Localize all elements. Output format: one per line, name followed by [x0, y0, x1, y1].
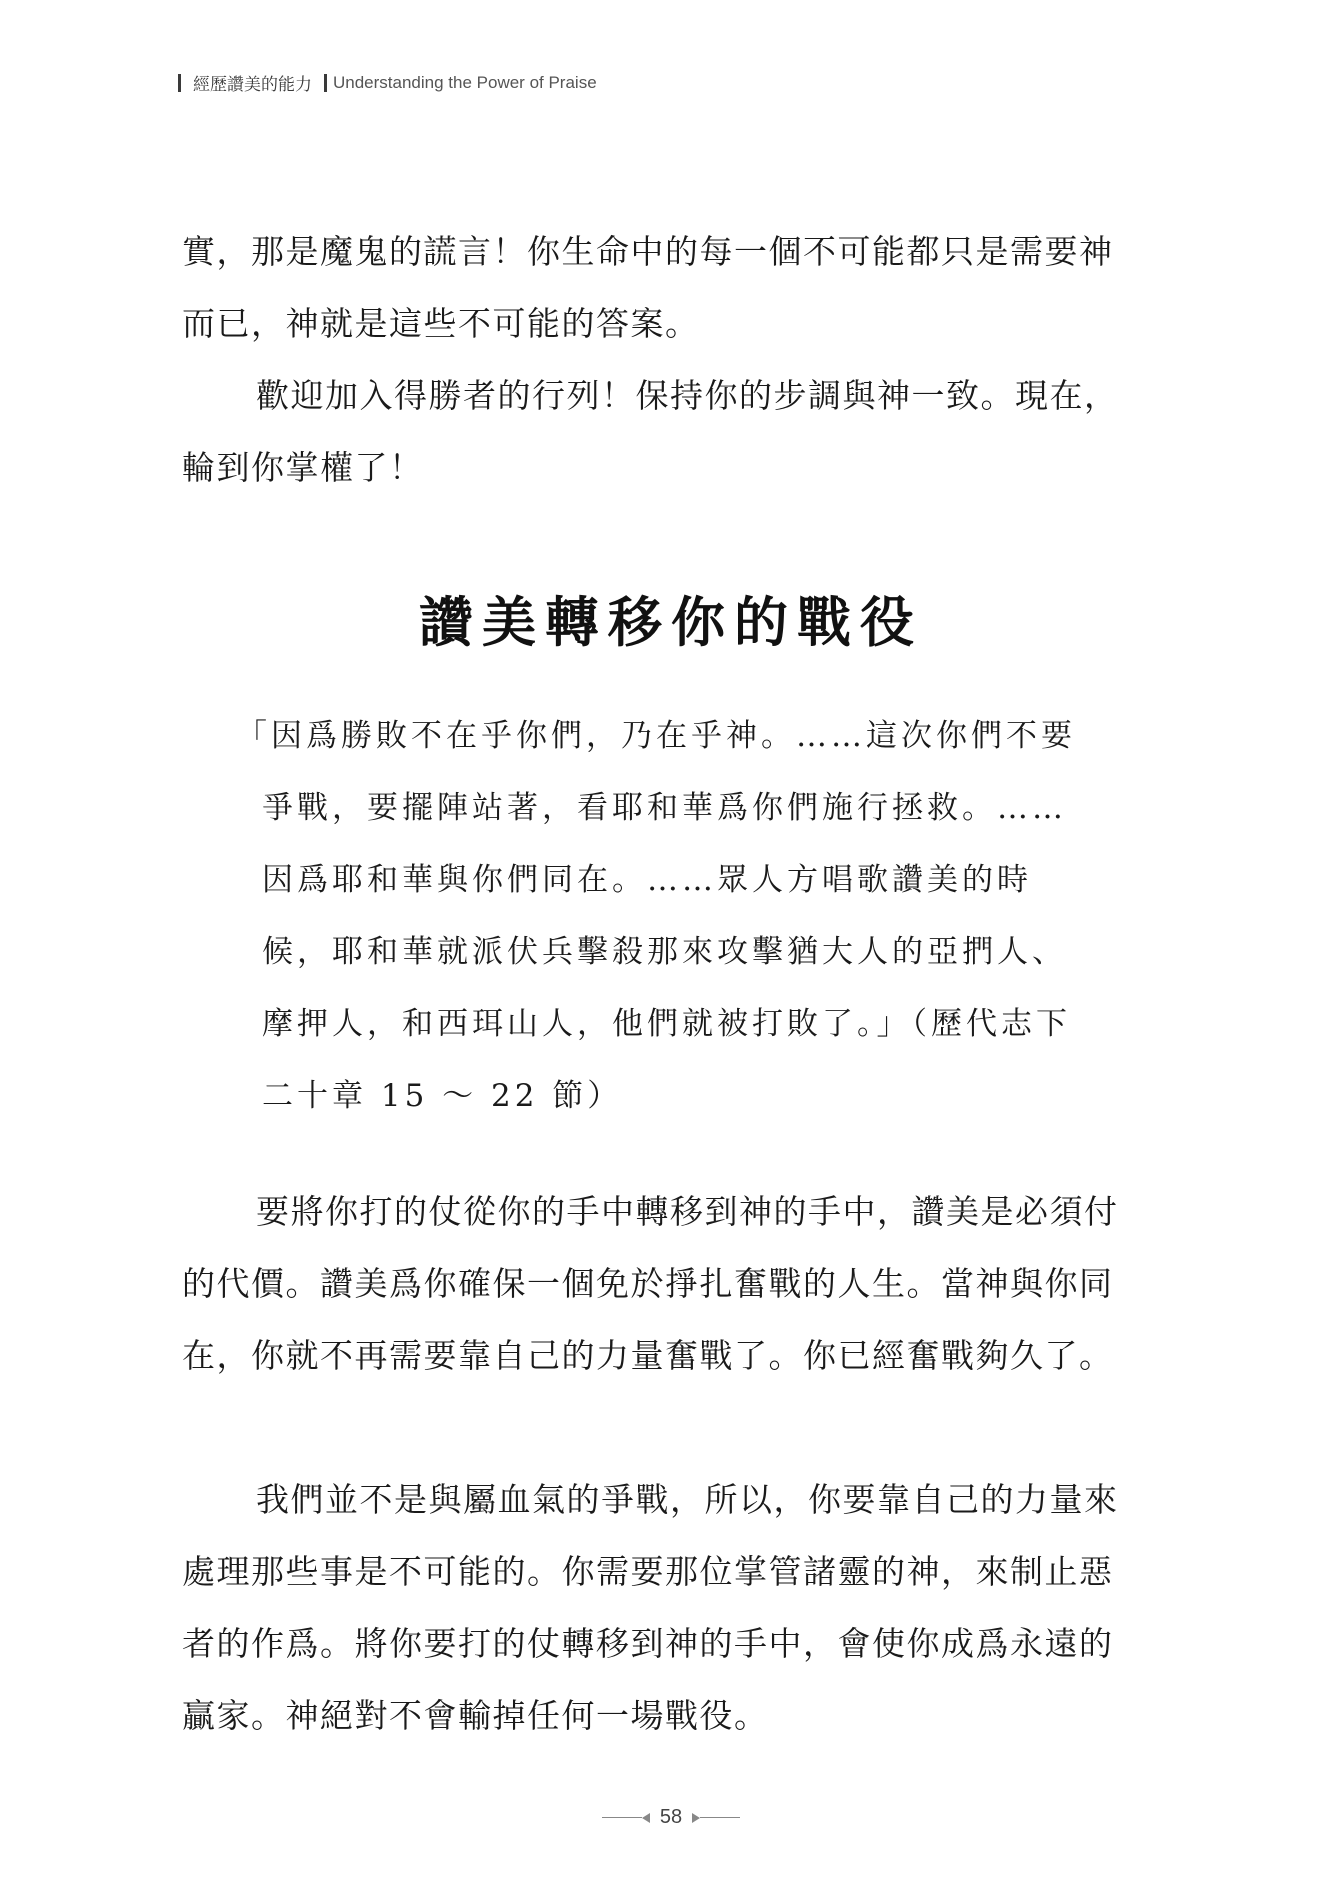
body-paragraph: 我們並不是與屬血氣的爭戰，所以，你要靠自己的力量來處理那些事是不可能的。你需要那位掌管諸靈的神，來制止惡者的作爲。將你要打的仗轉移到神的手中，會使你成爲永遠的贏家。神絕對不會輸掉任何一場戰役。	[182, 1480, 1119, 1735]
body-paragraph: 歡迎加入得勝者的行列！保持你的步調與神一致。現在，輪到你掌權了！	[182, 376, 1119, 487]
right-arrow-icon	[692, 1813, 700, 1823]
section-title: 讚美轉移你的戰役	[419, 590, 923, 654]
page-number: 58	[659, 1806, 683, 1828]
running-header	[178, 70, 597, 95]
body-paragraph: 實，那是魔鬼的謊言！你生命中的每一個不可能都只是需要神而已，神就是這些不可能的答案。	[182, 232, 1114, 343]
header-title-zh: 經歷讚美的能力	[193, 75, 312, 95]
scripture-quote: 「因爲勝敗不在乎你們，乃在乎神。……這次你們不要爭戰，要擺陣站著，看耶和華爲你們施行拯救。……因爲耶和華與你們同在。……眾人方唱歌讚美的時候，耶和華就派伏兵擊殺那來攻擊猶大人的亞捫人、摩押人，和西珥山人，他們就被打敗了。」（歷代志下二十章 15 ～ 22 節）	[236, 718, 1076, 1114]
footer-rule	[602, 1817, 642, 1818]
header-title-en: Understanding the Power of Praise	[333, 72, 597, 92]
footer-rule	[700, 1817, 740, 1818]
header-divider-bar	[178, 74, 181, 92]
page-footer	[0, 1806, 1342, 1829]
header-divider-bar	[324, 74, 327, 92]
left-arrow-icon	[642, 1813, 650, 1823]
body-paragraph: 要將你打的仗從你的手中轉移到神的手中，讚美是必須付的代價。讚美爲你確保一個免於掙扎奮戰的人生。當神與你同在，你就不再需要靠自己的力量奮戰了。你已經奮戰夠久了。	[182, 1192, 1119, 1375]
